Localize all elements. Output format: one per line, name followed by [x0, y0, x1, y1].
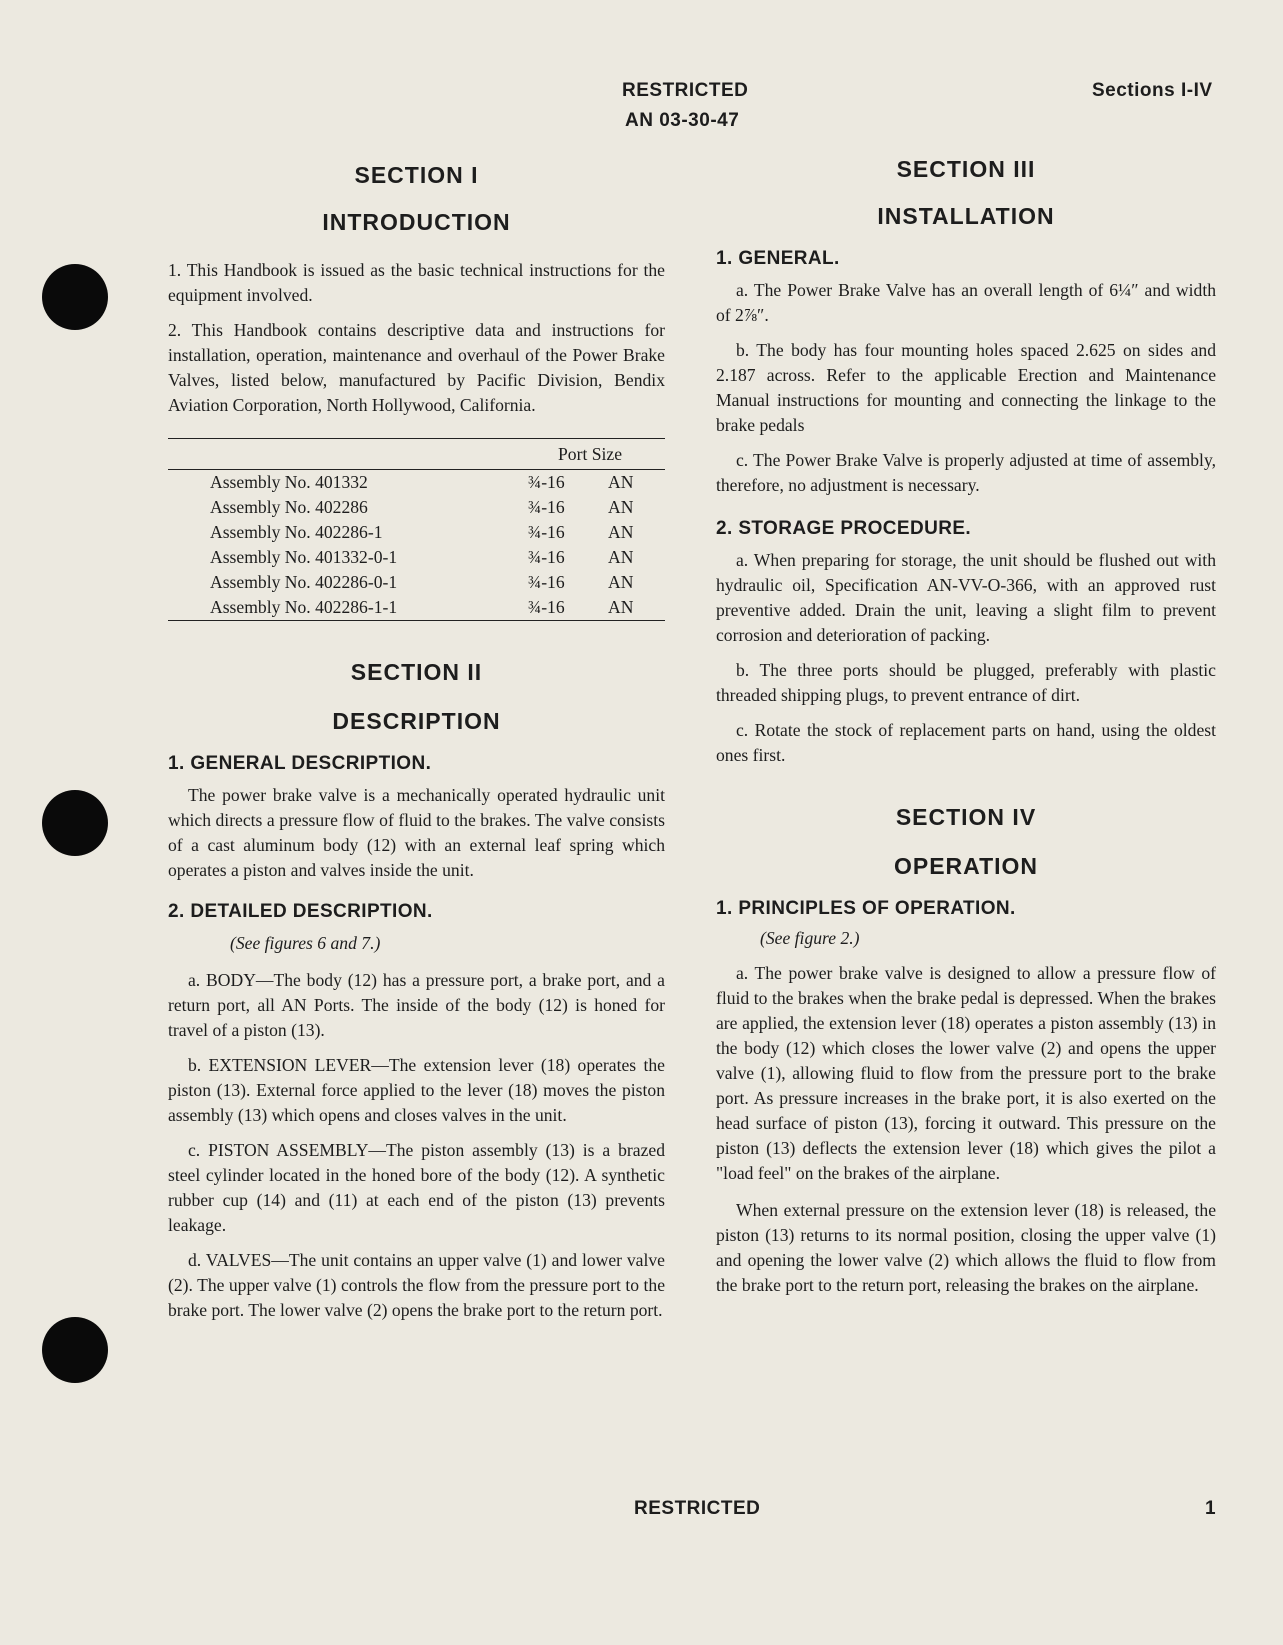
- general-description-heading: 1. GENERAL DESCRIPTION.: [168, 753, 432, 774]
- binder-hole-top: [42, 264, 108, 330]
- left-column: [168, 150, 665, 1323]
- size-cell: ¾-16: [528, 547, 565, 567]
- assembly-cell: Assembly No. 401332-0-1: [210, 547, 398, 567]
- section1-para2: 2. This Handbook contains descriptive data and instructions for installation, operation, maintenance and overhaul of the Power Brake Valves, listed below, manufactured by Pacific Division, Bendix Aviation Corporation, North Hollywood, California.: [168, 320, 665, 415]
- header-doc-number: AN 03-30-47: [625, 110, 740, 131]
- size-cell: ¾-16: [528, 597, 565, 617]
- table-row: [168, 545, 665, 570]
- operation-release-paragraph: When external pressure on the extension lever (18) is released, the piston (13) returns to its normal position, closing the upper valve (1) and opening the lower valve (2) which allows the fluid to flow from the brake port to the return port, releasing the brakes on the airplane.: [716, 1200, 1216, 1295]
- storage-procedure-heading: 2. STORAGE PROCEDURE.: [716, 518, 972, 539]
- assembly-cell: Assembly No. 402286: [210, 497, 368, 517]
- section1-para1: 1. This Handbook is issued as the basic technical instructions for the equipment involved.: [168, 260, 665, 305]
- right-column: [716, 150, 1216, 1298]
- installation-general-heading: 1. GENERAL.: [716, 248, 840, 269]
- size-cell: ¾-16: [528, 497, 565, 517]
- principles-caption: (See figure 2.): [760, 928, 860, 948]
- size-cell: ¾-16: [528, 572, 565, 592]
- storage-para-c: c. Rotate the stock of replacement parts on hand, using the oldest ones first.: [716, 720, 1216, 765]
- header-classification: RESTRICTED: [622, 80, 749, 101]
- type-cell: AN: [608, 572, 634, 592]
- section1-title: SECTION I: [354, 162, 479, 188]
- installation-para-a: a. The Power Brake Valve has an overall length of 6¼″ and width of 2⅞″.: [716, 280, 1216, 325]
- section1-subtitle: INTRODUCTION: [322, 209, 511, 235]
- section3-subtitle: INSTALLATION: [877, 203, 1055, 229]
- table-row: [168, 470, 665, 496]
- principles-heading: 1. PRINCIPLES OF OPERATION.: [716, 898, 1016, 919]
- type-cell: AN: [608, 547, 634, 567]
- type-cell: AN: [608, 522, 634, 542]
- assembly-cell: Assembly No. 402286-0-1: [210, 572, 398, 592]
- body-paragraph: a. BODY—The body (12) has a pressure port, a brake port, and a return port, all AN Ports. The inside of the body (12) is honed for travel of a piston (13).: [168, 970, 665, 1040]
- binder-hole-bottom: [42, 1317, 108, 1383]
- section2-title: SECTION II: [350, 659, 483, 685]
- port-size-header: Port Size: [528, 439, 665, 470]
- header-sections-label: Sections I-IV: [1092, 80, 1213, 101]
- table-row: [168, 520, 665, 545]
- binder-hole-middle: [42, 790, 108, 856]
- assembly-cell: Assembly No. 402286-1-1: [210, 597, 398, 617]
- storage-para-b: b. The three ports should be plugged, preferably with plastic threaded shipping plugs, to prevent entrance of dirt.: [716, 660, 1216, 705]
- type-cell: AN: [608, 472, 634, 492]
- type-cell: AN: [608, 597, 634, 617]
- valves-paragraph: d. VALVES—The unit contains an upper valve (1) and lower valve (2). The upper valve (1) controls the flow from the pressure port to the brake port. The lower valve (2) opens the brake port to the return port.: [168, 1250, 665, 1320]
- page-number: 1: [1205, 1498, 1216, 1519]
- installation-para-b: b. The body has four mounting holes spaced 2.625 on sides and 2.187 across. Refer to the applicable Erection and Maintenance Manual instructions for mounting and connecting the linkage to the brake pedals: [716, 340, 1216, 435]
- table-row: [168, 595, 665, 621]
- table-row: [168, 570, 665, 595]
- section4-subtitle: OPERATION: [893, 853, 1039, 879]
- storage-para-a: a. When preparing for storage, the unit should be flushed out with hydraulic oil, Specification AN-VV-O-366, with an approved rust preventive added. Drain the unit, leaving a slight film to prevent corrosion and deterioration of packing.: [716, 550, 1216, 645]
- extension-lever-paragraph: b. EXTENSION LEVER—The extension lever (18) operates the piston (13). External force applied to the lever (18) moves the piston assembly (13) which opens and closes valves in the unit.: [168, 1055, 665, 1125]
- section2-subtitle: DESCRIPTION: [332, 708, 501, 734]
- section4-title: SECTION IV: [895, 804, 1037, 830]
- assembly-cell: Assembly No. 401332: [210, 472, 368, 492]
- type-cell: AN: [608, 497, 634, 517]
- footer-classification: RESTRICTED: [634, 1498, 761, 1519]
- general-description-text: The power brake valve is a mechanically operated hydraulic unit which directs a pressure flow of fluid to the brakes. The valve consists of a cast aluminum body (12) with an external leaf spring which operates a piston and valves inside the unit.: [168, 785, 665, 880]
- detailed-description-heading: 2. DETAILED DESCRIPTION.: [168, 901, 433, 922]
- piston-assembly-paragraph: c. PISTON ASSEMBLY—The piston assembly (13) is a brazed steel cylinder located in the honed bore of the body (12). A synthetic rubber cup (14) and (11) at each end of the piston (13) prevents leakage.: [168, 1140, 665, 1235]
- table-row: [168, 495, 665, 520]
- assembly-cell: Assembly No. 402286-1: [210, 522, 383, 542]
- size-cell: ¾-16: [528, 472, 565, 492]
- assembly-table: [168, 438, 665, 621]
- operation-para-a: a. The power brake valve is designed to allow a pressure flow of fluid to the brakes when the brake pedal is depressed. When the brakes are applied, the extension lever (18) operates a piston assembly (13) in the body (12) which closes the lower valve (2) and opens the upper valve (1), allowing fluid to flow from the pressure port to the brake port. As pressure increases in the brake port, it is also exerted on the head surface of piston (13), forcing it outward. This pressure on the piston (13) deflects the extension lever (18) which gives the pilot a "load feel" on the brakes of the airplane.: [716, 963, 1216, 1183]
- section3-title: SECTION III: [896, 156, 1036, 182]
- detailed-description-caption: (See figures 6 and 7.): [230, 933, 381, 953]
- size-cell: ¾-16: [528, 522, 565, 542]
- installation-para-c: c. The Power Brake Valve is properly adjusted at time of assembly, therefore, no adjustment is necessary.: [716, 450, 1216, 495]
